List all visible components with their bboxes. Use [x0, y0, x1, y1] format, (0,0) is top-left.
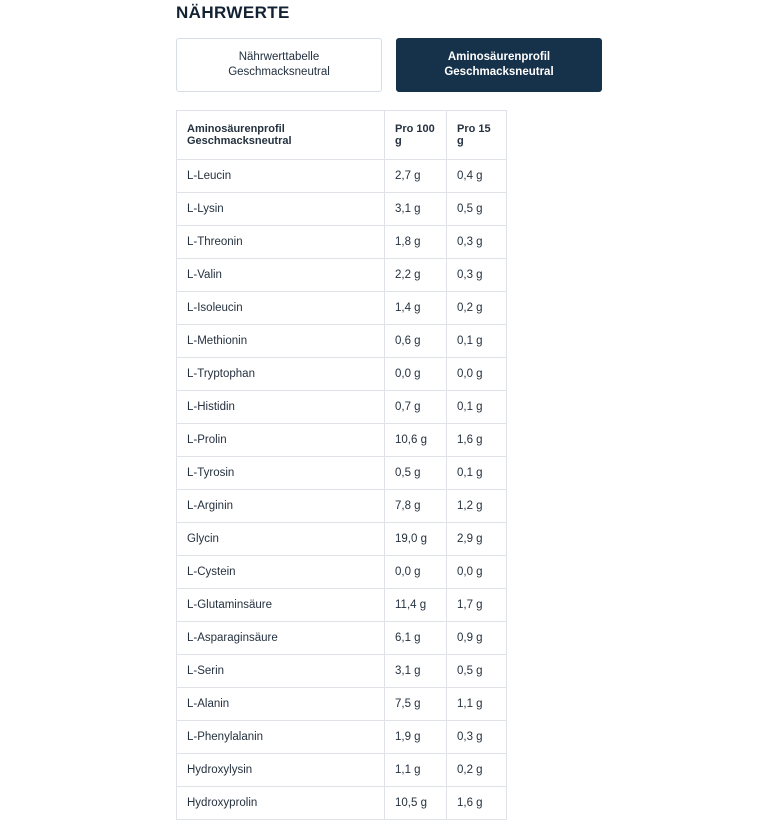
cell-amino-acid-name: L-Leucin	[177, 160, 385, 193]
cell-per-15g: 0,1 g	[447, 391, 507, 424]
cell-amino-acid-name: L-Methionin	[177, 325, 385, 358]
cell-per-15g: 0,2 g	[447, 754, 507, 787]
cell-per-15g: 1,6 g	[447, 787, 507, 820]
cell-amino-acid-name: L-Tryptophan	[177, 358, 385, 391]
table-row	[177, 391, 507, 424]
cell-per-15g: 1,6 g	[447, 424, 507, 457]
cell-amino-acid-name: Hydroxyprolin	[177, 787, 385, 820]
cell-amino-acid-name: L-Serin	[177, 655, 385, 688]
table-row	[177, 754, 507, 787]
table-row	[177, 721, 507, 754]
cell-per-15g: 0,1 g	[447, 457, 507, 490]
cell-per-100g: 7,8 g	[385, 490, 447, 523]
table-row	[177, 556, 507, 589]
amino-acid-table-wrapper	[0, 110, 768, 820]
cell-per-100g: 2,2 g	[385, 259, 447, 292]
tab-naehrwerttabelle-line1: Nährwerttabelle	[238, 51, 320, 63]
cell-per-100g: 0,6 g	[385, 325, 447, 358]
table-row	[177, 226, 507, 259]
cell-per-100g: 11,4 g	[385, 589, 447, 622]
table-row	[177, 160, 507, 193]
table-row	[177, 457, 507, 490]
cell-per-100g: 0,5 g	[385, 457, 447, 490]
cell-per-15g: 0,1 g	[447, 325, 507, 358]
table-header	[177, 111, 507, 160]
cell-per-100g: 1,1 g	[385, 754, 447, 787]
cell-amino-acid-name: L-Arginin	[177, 490, 385, 523]
cell-per-100g: 1,8 g	[385, 226, 447, 259]
table-body	[177, 160, 507, 820]
tab-aminosaeurenprofil-line2: Geschmacksneutral	[444, 66, 554, 78]
cell-per-100g: 10,5 g	[385, 787, 447, 820]
cell-per-100g: 1,9 g	[385, 721, 447, 754]
cell-per-100g: 1,4 g	[385, 292, 447, 325]
cell-per-100g: 0,7 g	[385, 391, 447, 424]
cell-per-15g: 0,0 g	[447, 556, 507, 589]
cell-per-100g: 0,0 g	[385, 358, 447, 391]
table-row	[177, 622, 507, 655]
cell-per-15g: 2,9 g	[447, 523, 507, 556]
cell-per-15g: 0,3 g	[447, 259, 507, 292]
tab-naehrwerttabelle[interactable]	[176, 38, 382, 92]
table-row	[177, 193, 507, 226]
cell-per-15g: 0,3 g	[447, 226, 507, 259]
column-header-per-15g: Pro 15 g	[447, 111, 507, 160]
tab-naehrwerttabelle-line2: Geschmacksneutral	[228, 66, 330, 78]
cell-per-100g: 19,0 g	[385, 523, 447, 556]
cell-per-15g: 0,5 g	[447, 655, 507, 688]
table-row	[177, 325, 507, 358]
cell-per-100g: 10,6 g	[385, 424, 447, 457]
table-row	[177, 358, 507, 391]
cell-per-100g: 2,7 g	[385, 160, 447, 193]
table-row	[177, 292, 507, 325]
cell-amino-acid-name: Glycin	[177, 523, 385, 556]
table-row	[177, 787, 507, 820]
cell-amino-acid-name: L-Glutaminsäure	[177, 589, 385, 622]
page-title: NÄHRWERTE	[176, 3, 290, 22]
table-header-row	[177, 111, 507, 160]
cell-amino-acid-name: L-Histidin	[177, 391, 385, 424]
cell-amino-acid-name: L-Tyrosin	[177, 457, 385, 490]
cell-per-15g: 0,4 g	[447, 160, 507, 193]
cell-per-15g: 0,2 g	[447, 292, 507, 325]
cell-per-15g: 1,2 g	[447, 490, 507, 523]
table-row	[177, 490, 507, 523]
table-row	[177, 655, 507, 688]
cell-per-15g: 0,0 g	[447, 358, 507, 391]
cell-amino-acid-name: L-Isoleucin	[177, 292, 385, 325]
cell-amino-acid-name: L-Prolin	[177, 424, 385, 457]
cell-amino-acid-name: L-Asparaginsäure	[177, 622, 385, 655]
table-row	[177, 523, 507, 556]
table-row	[177, 688, 507, 721]
cell-per-100g: 3,1 g	[385, 655, 447, 688]
column-header-per-100g: Pro 100 g	[385, 111, 447, 160]
cell-per-100g: 3,1 g	[385, 193, 447, 226]
cell-amino-acid-name: L-Phenylalanin	[177, 721, 385, 754]
tab-aminosaeurenprofil[interactable]	[396, 38, 602, 92]
cell-per-15g: 0,9 g	[447, 622, 507, 655]
table-row	[177, 589, 507, 622]
table-row	[177, 424, 507, 457]
cell-amino-acid-name: L-Valin	[177, 259, 385, 292]
cell-per-15g: 1,1 g	[447, 688, 507, 721]
cell-amino-acid-name: L-Alanin	[177, 688, 385, 721]
cell-per-100g: 0,0 g	[385, 556, 447, 589]
column-header-name: Aminosäurenprofil Geschmacksneutral	[177, 111, 385, 160]
cell-per-100g: 6,1 g	[385, 622, 447, 655]
cell-per-100g: 7,5 g	[385, 688, 447, 721]
cell-amino-acid-name: L-Cystein	[177, 556, 385, 589]
cell-amino-acid-name: L-Lysin	[177, 193, 385, 226]
cell-amino-acid-name: Hydroxylysin	[177, 754, 385, 787]
cell-amino-acid-name: L-Threonin	[177, 226, 385, 259]
cell-per-15g: 0,3 g	[447, 721, 507, 754]
table-row	[177, 259, 507, 292]
cell-per-15g: 0,5 g	[447, 193, 507, 226]
cell-per-15g: 1,7 g	[447, 589, 507, 622]
amino-acid-table	[176, 110, 507, 820]
tab-aminosaeurenprofil-line1: Aminosäurenprofil	[447, 51, 551, 63]
tab-bar	[0, 38, 768, 92]
